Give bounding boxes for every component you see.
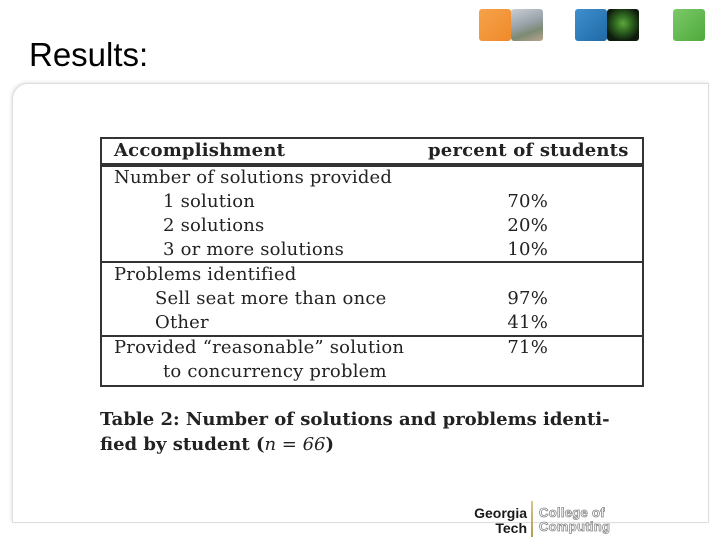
decorative-square-green [673, 9, 705, 41]
decorative-square-orange [479, 9, 511, 41]
table-row-label: 3 or more solutions [163, 239, 345, 260]
georgia-tech-logo [459, 496, 629, 540]
table-row-value: 71% [507, 337, 548, 358]
table-row-label: Problems identified [114, 264, 297, 285]
caption-math: n = 66 [264, 434, 326, 455]
table-divider [102, 261, 642, 263]
results-table [100, 137, 642, 386]
header-accomplishment: Accomplishment [114, 140, 286, 161]
logo-computing: Computing [539, 519, 611, 534]
table-header-row [100, 137, 644, 165]
table-row-label: 1 solution [163, 191, 256, 212]
table-row-label: 2 solutions [163, 215, 265, 236]
decorative-square-blue [575, 9, 607, 41]
logo-tech: Tech [495, 520, 527, 536]
table-row-value: 97% [507, 288, 548, 309]
table-row-value: 41% [507, 312, 548, 333]
logo-college-of: College of [539, 505, 605, 520]
table-row-value: 70% [507, 191, 548, 212]
table-row-label: Other [155, 312, 209, 333]
header-percent: percent of students [428, 140, 629, 161]
table-row-label: Provided “reasonable” solution [114, 337, 405, 358]
table-row-value: 10% [507, 239, 548, 260]
table-caption [100, 407, 660, 457]
decorative-photo-building [511, 9, 543, 41]
table-row-label: Sell seat more than once [155, 288, 387, 309]
decorative-photo-green [607, 9, 639, 41]
caption-line-2-prefix: fied by student ( [100, 434, 265, 455]
caption-line-2-suffix: ) [325, 434, 335, 455]
table-row-value: 20% [507, 215, 548, 236]
table-row-label: Number of solutions provided [114, 167, 393, 188]
logo-college-of-computing [539, 506, 610, 534]
caption-line-1: Table 2: Number of solutions and problems identi- [100, 409, 610, 430]
logo-divider [531, 501, 533, 537]
table-body [100, 165, 644, 387]
slide-title: Results: [29, 36, 149, 73]
logo-georgia-tech [459, 506, 527, 536]
logo-georgia: Georgia [474, 505, 527, 521]
table-row-label: to concurrency problem [163, 361, 387, 382]
